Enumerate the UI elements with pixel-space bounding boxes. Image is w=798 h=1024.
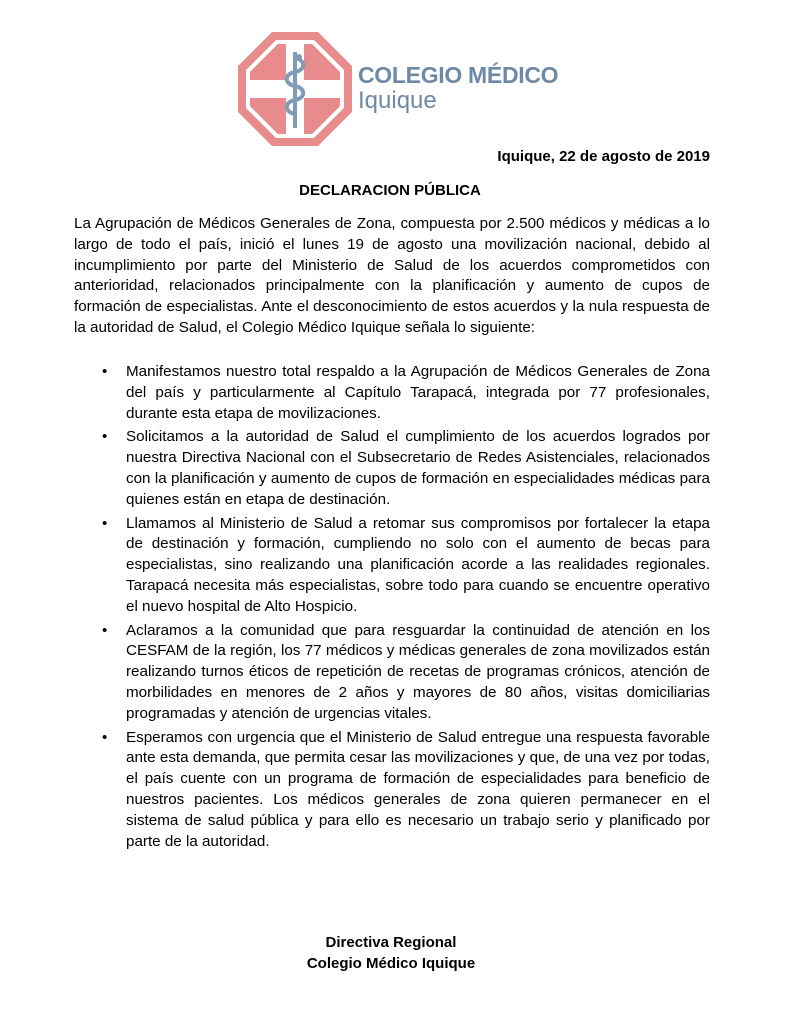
list-item	[74, 362, 710, 424]
list-item-text: Llamamos al Ministerio de Salud a retomar sus compromisos por fortalecer la etapa de destinación y formación, cumpliendo no solo con el aumento de becas para especialistas, sino realizando una planificación acorde a las realidades regionales. Tarapacá necesita más especialistas, sobre todo para cuando se encuentre operativo el nuevo hospital de Alto Hospicio.	[126, 514, 710, 615]
signature-line-1: Directiva Regional	[325, 934, 457, 951]
list-item-text: Esperamos con urgencia que el Ministerio de Salud entregue una respuesta favorable ante esta demanda, que permita cesar las movilizaciones y que, de una vez por todas, el país cuente con un programa de formación de especialidades para beneficio de nuestros pacientes. Los médicos generales de zona quieren permanecer en el sistema de salud pública y para ello es necesario un trabajo serio y planificado por parte de la autoridad.	[126, 728, 710, 850]
logo-wordmark	[358, 64, 558, 113]
logo	[236, 30, 559, 148]
logo-subtitle: Iquique	[358, 87, 437, 114]
list-item	[74, 728, 710, 853]
bullet-icon: •	[102, 363, 108, 380]
list-item	[74, 514, 710, 618]
bullet-icon: •	[102, 428, 108, 446]
document-heading: DECLARACION PÚBLICA	[299, 182, 481, 199]
signature-line-2: Colegio Médico Iquique	[306, 955, 476, 972]
intro-paragraph: La Agrupación de Médicos Generales de Zona, compuesta por 2.500 médicos y médicas a lo largo de todo el país, inició el lunes 19 de agosto una movilización nacional, debido al incumplimiento por parte del Ministerio de Salud de los acuerdos comprometidos con anterioridad, relacionados principalmente con la planificación y aumento de cupos de formación de especialistas. Ante el desconocimiento de estos acuerdos y la nula respuesta de la autoridad de Salud, el Colegio Médico Iquique señala lo siguiente:	[74, 215, 710, 336]
declaration-points-list	[74, 362, 710, 855]
bullet-icon: •	[102, 621, 108, 639]
colegio-medico-emblem-icon	[236, 30, 354, 148]
bullet-icon: •	[102, 728, 108, 746]
list-item	[74, 427, 710, 510]
logo-title: COLEGIO MÉDICO	[358, 62, 559, 88]
signature-block	[0, 932, 782, 974]
list-item	[74, 621, 710, 725]
document-date: Iquique, 22 de agosto de 2019	[497, 148, 710, 165]
list-item-text: Solicitamos a la autoridad de Salud el cumplimiento de los acuerdos logrados por nuestra Directiva Nacional con el Subsecretario de Redes Asistenciales, relacionados con la planificación y aumento de cupos de formación en especialidades médicas para quienes están en etapa de destinación.	[126, 428, 710, 508]
bullet-icon: •	[102, 514, 108, 532]
list-item-text: Manifestamos nuestro total respaldo a la Agrupación de Médicos Generales de Zona del país y particularmente al Capítulo Tarapacá, integrada por 77 profesionales, durante esta etapa de movilizaciones.	[126, 363, 710, 422]
list-item-text: Aclaramos a la comunidad que para resguardar la continuidad de atención en los CESFAM de la región, los 77 médicos y médicas generales de zona movilizados están realizando turnos éticos de repetición de recetas de programas crónicos, atención de morbilidades en menores de 2 años y mayores de 80 años, visitas domiciliarias programadas y atención de urgencias vitales.	[126, 621, 710, 722]
